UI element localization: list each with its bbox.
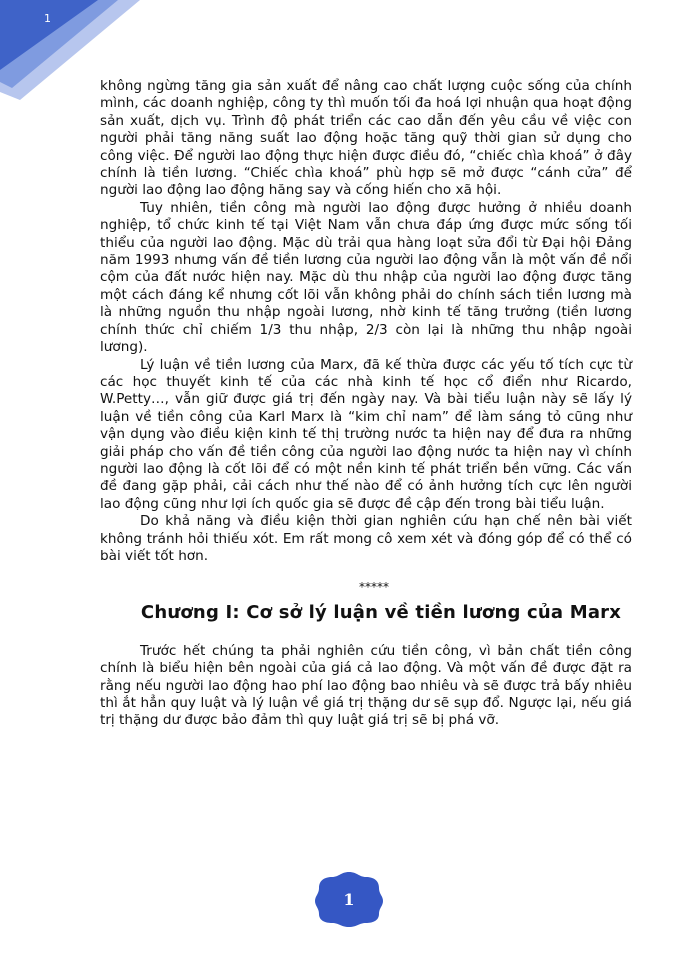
document-body	[100, 78, 632, 730]
header-page-number: 1	[44, 12, 51, 25]
paragraph: Lý luận về tiền lương của Marx, đã kế thừa được các yếu tố tích cực từ các học thuyết kinh tế của các nhà kinh tế học cổ điển như Ricardo, W.Petty…, vẫn giữ được giá trị đến ngày nay. Và bài tiểu luận này sẽ lấy lý luận về tiền công của Karl Marx là “kim chỉ nam” để làm sáng tỏ cũng như vận dụng vào điều kiện kinh tế thị trường nước ta hiện nay để đưa ra những giải pháp cho vấn đề tiền công của người lao động nước ta hiện nay vì chính người lao động là cốt lõi để có một nền kinh tế phát triển bền vững. Các vấn đề đang gặp phải, cải cách như thế nào để có ảnh hưởng tích cực lên người lao động cũng như lợi ích quốc gia sẽ được đề cập đến trong bài tiểu luận.	[100, 356, 632, 512]
section-separator: *****	[359, 580, 389, 595]
paragraph: Tuy nhiên, tiền công mà người lao động được hưởng ở nhiều doanh nghiệp, tổ chức kinh tế tại Việt Nam vẫn chưa đáp ứng được mức sống tối thiểu của người lao động. Mặc dù trải qua hàng loạt sửa đổi từ Đại hội Đảng năm 1993 nhưng vấn đề tiền lương của người lao động vẫn là một vấn đề nổi cộm của đất nước hiện nay. Mặc dù thu nhập của người lao động được tăng một cách đáng kể nhưng cốt lõi vẫn không phải do chính sách tiền lương mà là những nguồn thu nhập ngoài lương, nhờ kinh tế tăng trưởng (tiền lương chính thức chỉ chiếm 1/3 thu nhập, 2/3 còn lại là những thu nhập ngoài lương).	[100, 199, 632, 356]
paragraph: không ngừng tăng gia sản xuất để nâng cao chất lượng cuộc sống của chính mình, các doanh nghiệp, công ty thì muốn tối đa hoá lợi nhuận qua hoạt động sản xuất, dịch vụ. Trình độ phát triển các cao dẫn đến yêu cầu về việc con người phải tăng năng suất lao động hoặc tăng quỹ thời gian sử dụng cho công việc. Để người lao động thực hiện được điều đó, “chiếc chìa khoá” ở đây chính là tiền lương. “Chiếc chìa khoá” phù hợp sẽ mở được “cánh cửa” để người lao động lao động hăng say và cống hiến cho xã hội.	[100, 78, 632, 199]
footer-page-number: 1	[343, 889, 355, 909]
chapter-title: Chương I: Cơ sở lý luận về tiền lương của Marx	[140, 601, 622, 623]
paragraph: Do khả năng và điều kiện thời gian nghiên cứu hạn chế nên bài viết không tránh hỏi thiếu xót. Em rất mong cô xem xét và đóng góp để có thể có bài viết tốt hơn.	[100, 513, 632, 564]
paragraph: Trước hết chúng ta phải nghiên cứu tiền công, vì bản chất tiền công chính là biểu hiện bên ngoài của giá cả lao động. Và một vấn đề được đặt ra rằng nếu người lao động hao phí lao động bao nhiêu và sẽ được trả bấy nhiêu thì ắt hẳn quy luật và lý luận về giá trị thặng dư sẽ sụp đổ. Ngược lại, nếu giá trị thặng dư được bảo đảm thì quy luật giá trị sẽ bị phá vỡ.	[100, 642, 632, 729]
page-number-badge	[313, 870, 385, 928]
